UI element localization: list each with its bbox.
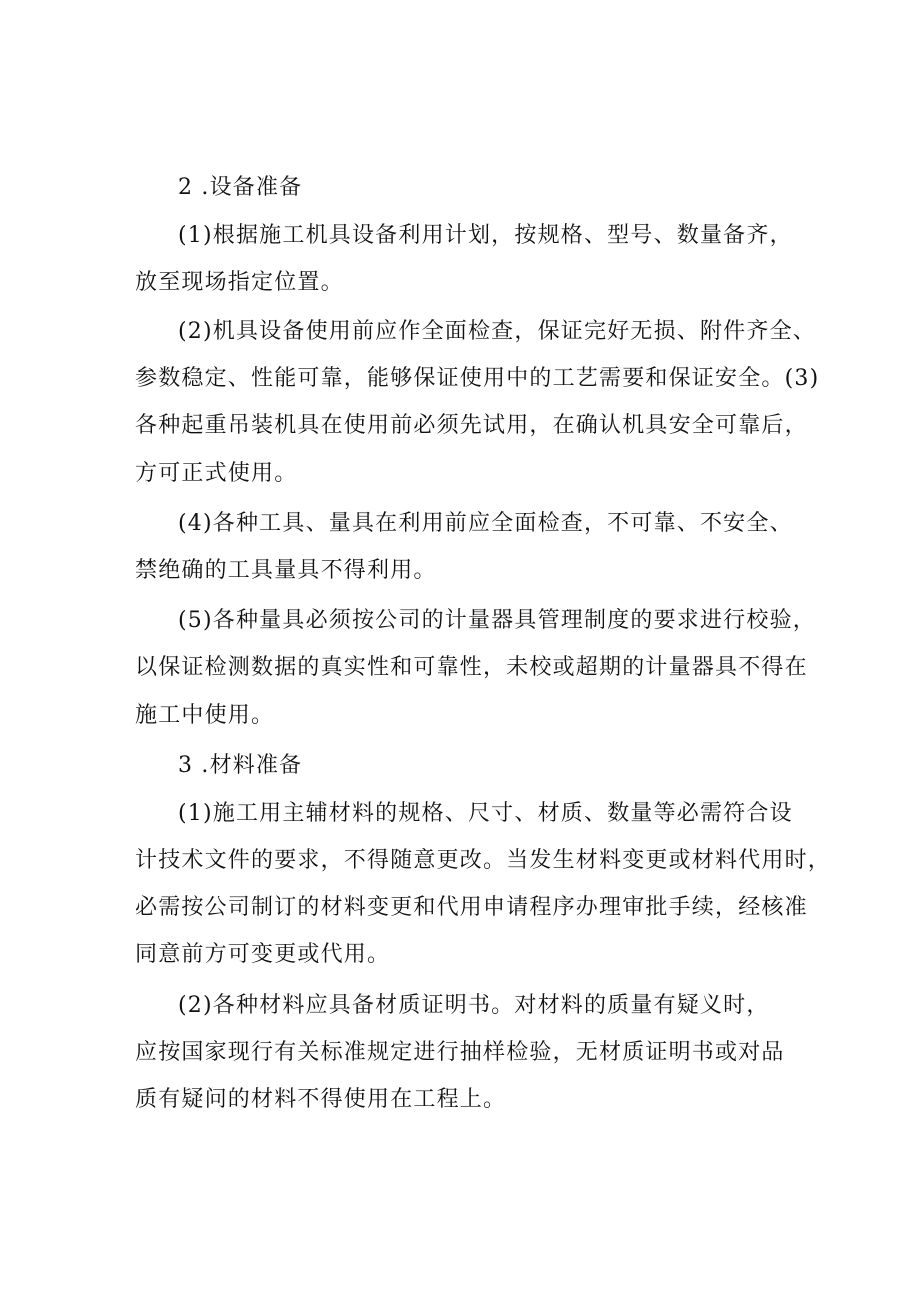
paragraph-line: (2)各种材料应具备材质证明书。对材料的质量有疑义时， — [178, 993, 770, 1018]
paragraph-line: 应按国家现行有关标准规定进行抽样检验，无材质证明书或对品 — [135, 1040, 785, 1065]
paragraph-line: 禁绝确的工具量具不得利用。 — [135, 558, 437, 583]
paragraph-line: 以保证检测数据的真实性和可靠性，未校或超期的计量器具不得在 — [135, 655, 808, 680]
paragraph-line: 放至现场指定位置。 — [135, 270, 344, 295]
section-heading-equipment: 2 .设备准备 — [178, 175, 303, 200]
paragraph-line: 各种起重吊装机具在使用前必须先试用，在确认机具安全可靠后， — [135, 413, 808, 438]
paragraph-line: 同意前方可变更或代用。 — [135, 942, 391, 967]
paragraph-line: (2)机具设备使用前应作全面检查，保证完好无损、附件齐全、 — [178, 319, 816, 344]
paragraph-line: (1)根据施工机具设备利用计划，按规格、型号、数量备齐， — [178, 223, 793, 248]
paragraph-line: 质有疑问的材料不得使用在工程上。 — [135, 1087, 507, 1112]
paragraph-line: 参数稳定、性能可靠，能够保证使用中的工艺需要和保证安全。(3) — [135, 366, 820, 391]
paragraph-line: 施工中使用。 — [135, 703, 275, 728]
section-heading-materials: 3 .材料准备 — [178, 753, 303, 778]
paragraph-line: 计技术文件的要求，不得随意更改。当发生材料变更或材料代用时， — [135, 848, 832, 873]
paragraph-line: 方可正式使用。 — [135, 461, 298, 486]
paragraph-line: (4)各种工具、量具在利用前应全面检查，不可靠、不安全、 — [178, 511, 793, 536]
paragraph-line: (5)各种量具必须按公司的计量器具管理制度的要求进行校验， — [178, 608, 816, 633]
paragraph-line: (1)施工用主辅材料的规格、尺寸、材质、数量等必需符合设 — [178, 801, 793, 826]
paragraph-line: 必需按公司制订的材料变更和代用申请程序办理审批手续，经核准 — [135, 895, 808, 920]
